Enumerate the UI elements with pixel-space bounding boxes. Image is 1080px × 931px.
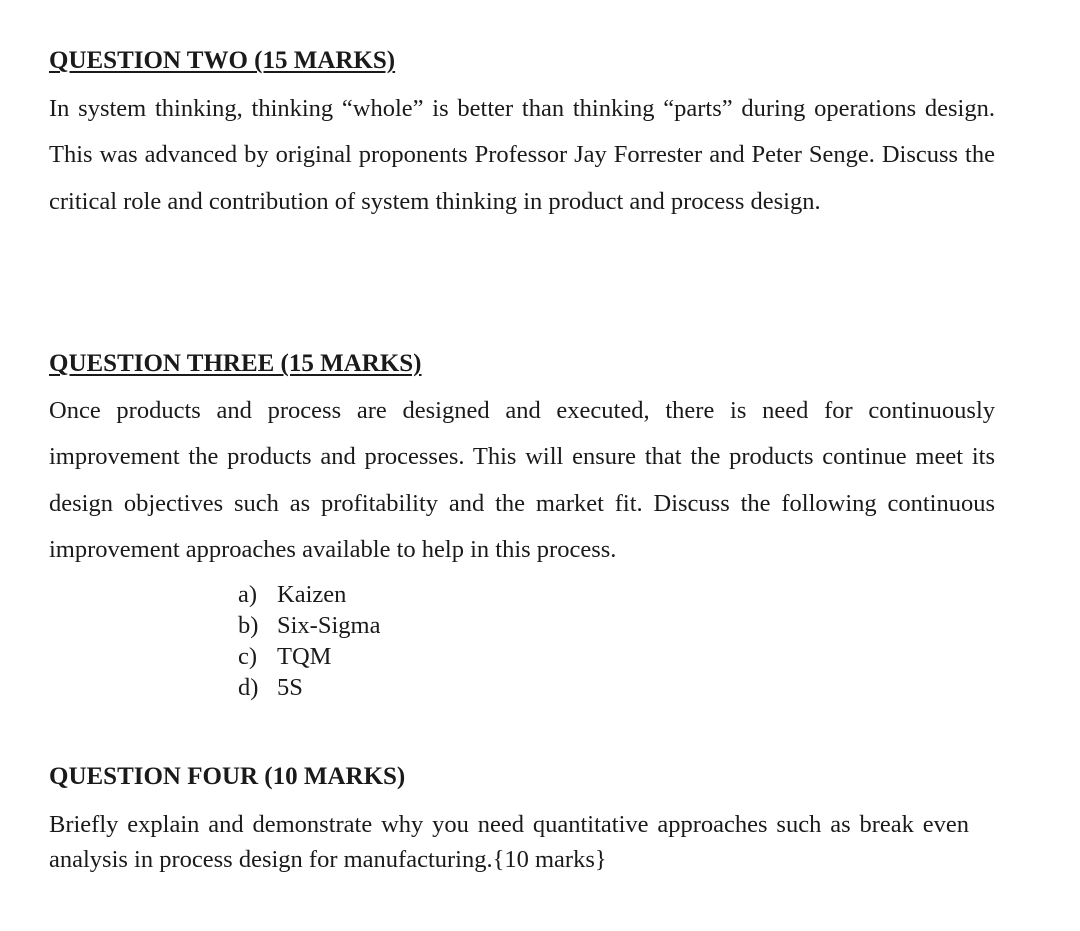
list-item-text: TQM — [277, 643, 332, 670]
list-item — [238, 579, 380, 610]
list-item-text: Kaizen — [277, 581, 347, 608]
question-three-body: Once products and process are designed and executed, there is need for continuously improvement the products and processes. This will ensure that the products continue meet its design objectives such as profitability and the market fit. Discuss the following continuous improvement approaches available to help in this process. — [49, 397, 995, 563]
list-item — [238, 672, 380, 703]
question-four-heading: QUESTION FOUR (10 MARKS) — [49, 763, 406, 790]
list-item-text: Six-Sigma — [277, 612, 381, 639]
list-marker: d) — [238, 674, 259, 701]
question-three-heading: QUESTION THREE (15 MARKS) — [49, 350, 422, 377]
list-marker: a) — [238, 581, 258, 608]
list-marker: c) — [238, 643, 258, 670]
list-marker: b) — [238, 612, 259, 639]
question-two-body: In system thinking, thinking “whole” is better than thinking “parts” during operations design. This was advanced by original proponents Professor Jay Forrester and Peter Senge. Discuss the critical role and contribution of system thinking in product and process design. — [49, 95, 995, 215]
question-two-heading: QUESTION TWO (15 MARKS) — [49, 47, 396, 74]
list-item-text: 5S — [277, 674, 303, 701]
improvement-approaches-list — [238, 579, 380, 703]
list-item — [238, 610, 380, 641]
list-item — [238, 641, 380, 672]
question-four-body: Briefly explain and demonstrate why you need quantitative approaches such as break even analysis in process design for manufacturing.{10 marks} — [49, 811, 969, 873]
